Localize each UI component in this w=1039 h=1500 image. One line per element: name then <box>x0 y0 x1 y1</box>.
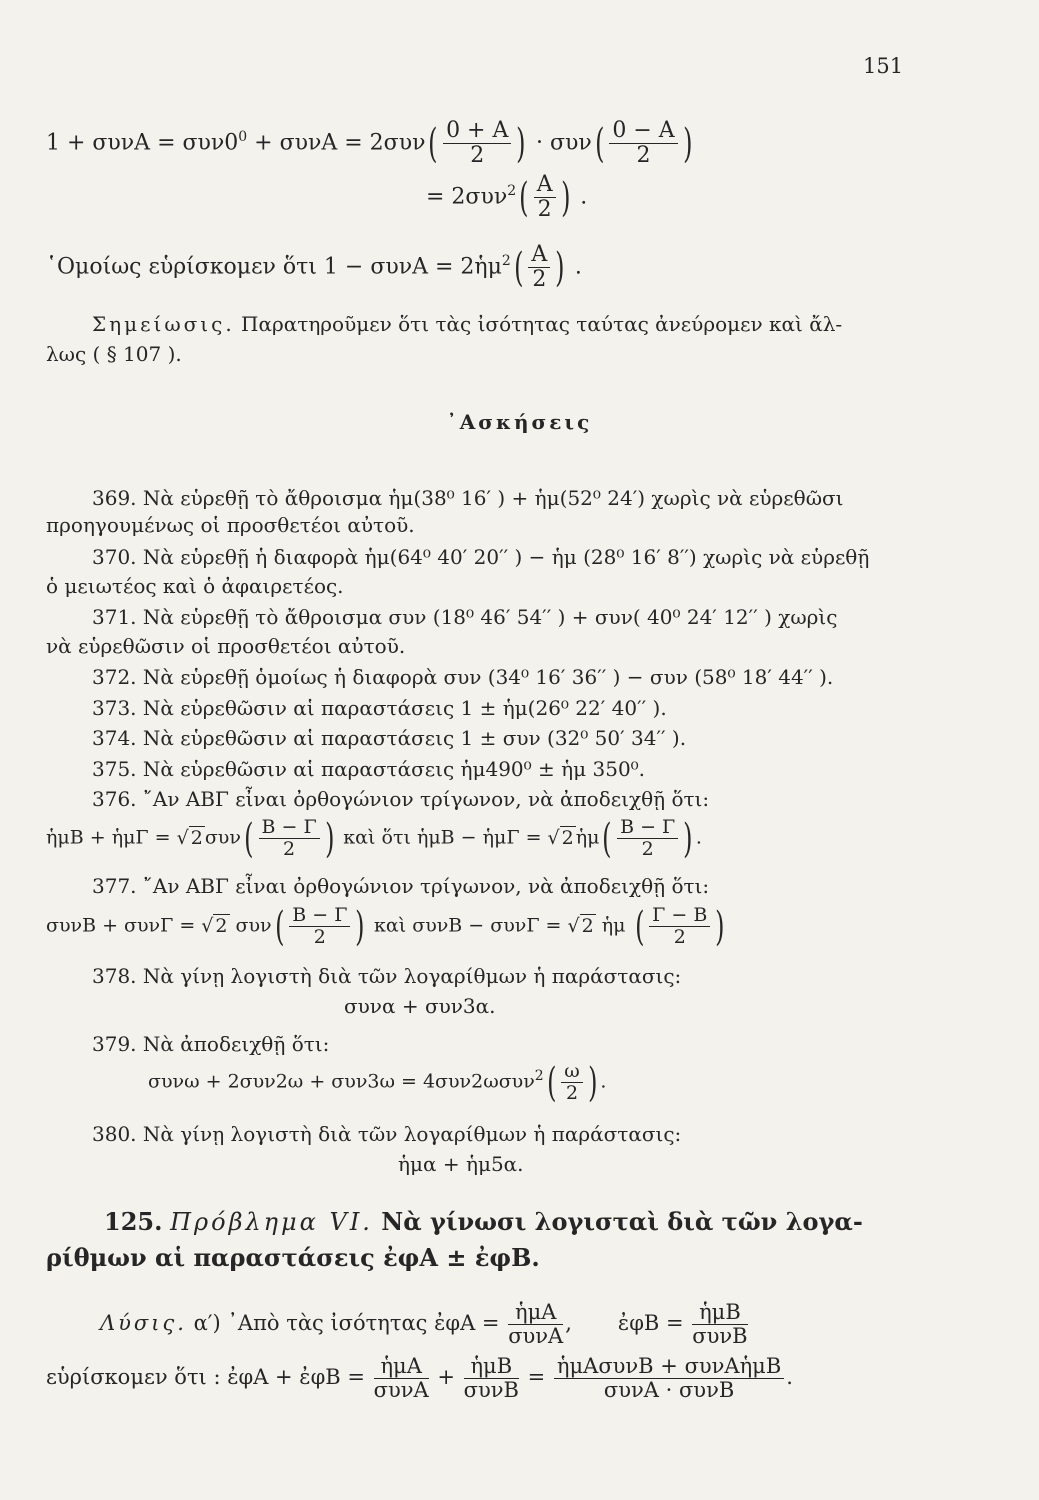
exercise-377: 377. ῎Αν ΑΒΓ εἶναι ὀρθογώνιον τρίγωνον, νὰ ἀποδειχθῇ ὅτι: <box>92 874 710 898</box>
exercise-370: 370. Νὰ εὑρεθῇ ἡ διαφορὰ ἡμ(64⁰ 40′ 20′′ ) − ἡμ (28⁰ 16′ 8′′) χωρὶς νὰ εὑρεθῇ <box>92 545 870 569</box>
fraction: $\frac{0 + A}{2}$ <box>443 120 511 167</box>
exercise-372: 372. Νὰ εὑρεθῇ ὁμοίως ἡ διαφορὰ συν (34⁰ 16′ 36′′ ) − συν (58⁰ 18′ 44′′ ). <box>92 665 834 689</box>
exercises-title: ᾿Ασκήσεις <box>446 410 593 434</box>
fraction: ἡμB συνB <box>692 1300 748 1348</box>
note-line-1: Σημείωσις. Παρατηροῦμεν ὅτι τὰς ἰσότητας ταύτας ἀνεύρομεν καὶ ἄλ- <box>92 312 843 336</box>
exercise-371: 371. Νὰ εὑρεθῇ τὸ ἄθροισμα συν (18⁰ 46′ 54′′ ) + συν( 40⁰ 24′ 12′′ ) χωρὶς <box>92 605 838 629</box>
fraction: $\frac{\Gamma - B}{2}$ <box>649 906 710 947</box>
exercise-370-cont: ὁ μειωτέος καὶ ὁ ἀφαιρετέος. <box>46 574 344 598</box>
sqrt-symbol: √ 2 <box>176 826 203 849</box>
exercise-379-equation: συνω + 2συν2ω + συν3ω = 4συν2ωσυν$^2$( $\frac{\omega}{2}$ ) . <box>148 1059 607 1106</box>
fraction: $\frac{A}{2}$ <box>528 244 550 291</box>
solution-label: Λύσις. <box>100 1311 187 1335</box>
fraction: ἡμA συνA <box>373 1354 429 1402</box>
solution-line-1: Λύσις. α′) ᾿Απὸ τὰς ἰσότητας ἐφA = ἡμA συνA , ἐφB = ἡμB συνB <box>100 1300 748 1348</box>
exercise-374: 374. Νὰ εὑρεθῶσιν αἱ παραστάσεις 1 ± συν (32⁰ 50′ 34′′ ). <box>92 726 687 750</box>
fraction: ἡμAσυνB + συνAἡμB συνA · συνB <box>554 1356 784 1401</box>
equation-line-2: = 2συν$^2$( $\frac{A}{2}$ ) . <box>426 172 588 222</box>
exercise-375: 375. Νὰ εὑρεθῶσιν αἱ παραστάσεις ἡμ490⁰ ± ἡμ 350⁰. <box>92 757 646 781</box>
exercise-377-equation: συνB + συνΓ = √ 2 συν( $\frac{B - \Gamma}{2}$ ) καὶ συνB − συνΓ = √ 2 ἡμ ( $\frac{\Gamma - B}{2}$ ) <box>46 903 725 950</box>
section-title: Νὰ γίνωσι λογισταὶ διὰ τῶν λογα- <box>372 1207 863 1236</box>
equation-line-1: $1 + \sigma\upsilon\nu A = \sigma\upsilon\nu 0^0 + \sigma\upsilon\nu A = 2\sigma\upsilon\nu$( $\frac{0 + A}{2}$ ) · συν( $\frac{0 - A}{2}$ ) <box>46 118 693 168</box>
exercise-378-equation: συνα + συν3α. <box>344 994 496 1018</box>
exercise-378: 378. Νὰ γίνῃ λογιστὴ διὰ τῶν λογαρίθμων ἡ παράστασις: <box>92 964 682 988</box>
exercise-369-cont: προηγουμένως οἱ προσθετέοι αὐτοῦ. <box>46 513 415 537</box>
fraction: ἡμA συνA <box>508 1300 564 1348</box>
exercise-380-equation: ἡμα + ἡμ5α. <box>398 1152 524 1176</box>
sqrt-symbol: √ 2 <box>201 914 228 937</box>
equation-line-3: ῾Ομοίως εὑρίσκομεν ὅτι 1 − συνA = 2ἡμ$^2$( $\frac{A}{2}$ ) . <box>46 242 582 292</box>
exercise-371-cont: νὰ εὑρεθῶσιν οἱ προσθετέοι αὐτοῦ. <box>46 634 406 658</box>
exercise-380: 380. Νὰ γίνῃ λογιστὴ διὰ τῶν λογαρίθμων ἡ παράστασις: <box>92 1122 682 1146</box>
fraction: $\frac{\omega}{2}$ <box>561 1062 583 1103</box>
fraction: $\frac{A}{2}$ <box>534 174 556 221</box>
fraction: $\frac{B - \Gamma}{2}$ <box>617 818 678 859</box>
section-title-cont: ρίθμων αἱ παραστάσεις ἐφA ± ἐφB. <box>46 1243 540 1272</box>
note-line-2: λως ( § 107 ). <box>46 342 182 366</box>
exercise-376-equation: ἡμB + ἡμΓ = √ 2 συν( $\frac{B - \Gamma}{2}$ ) καὶ ὅτι ἡμB − ἡμΓ = √ 2 ἡμ( $\frac{B - \Gamma}{2}$ ) . <box>46 815 702 862</box>
fraction: ἡμB συνB <box>463 1354 519 1402</box>
exercise-373: 373. Νὰ εὑρεθῶσιν αἱ παραστάσεις 1 ± ἡμ(26⁰ 22′ 40′′ ). <box>92 696 667 720</box>
fraction: $\frac{B - \Gamma}{2}$ <box>289 906 350 947</box>
section-number: 125. <box>104 1207 163 1236</box>
note-heading: Σημείωσις. <box>92 312 235 336</box>
page-number: 151 <box>863 54 904 78</box>
section-125-heading <box>104 1207 863 1236</box>
sqrt-symbol: √ 2 <box>547 826 574 849</box>
sqrt-symbol: √ 2 <box>567 914 594 937</box>
fraction: $\frac{0 - A}{2}$ <box>609 120 677 167</box>
exercise-379: 379. Νὰ ἀποδειχθῇ ὅτι: <box>92 1032 330 1056</box>
exercise-369: 369. Νὰ εὑρεθῇ τὸ ἄθροισμα ἡμ(38⁰ 16′ ) + ἡμ(52⁰ 24′) χωρὶς νὰ εὑρεθῶσι <box>92 486 844 510</box>
fraction: $\frac{B - \Gamma}{2}$ <box>259 818 320 859</box>
exercise-376: 376. ῎Αν ΑΒΓ εἶναι ὀρθογώνιον τρίγωνον, νὰ ἀποδειχθῇ ὅτι: <box>92 787 710 811</box>
section-label: Πρόβλημα VI. <box>170 1208 373 1236</box>
solution-line-2: εὑρίσκομεν ὅτι : ἐφA + ἐφB = ἡμA συνA + ἡμB συνB = ἡμAσυνB + συνAἡμB συνA · συνB . <box>46 1354 793 1402</box>
